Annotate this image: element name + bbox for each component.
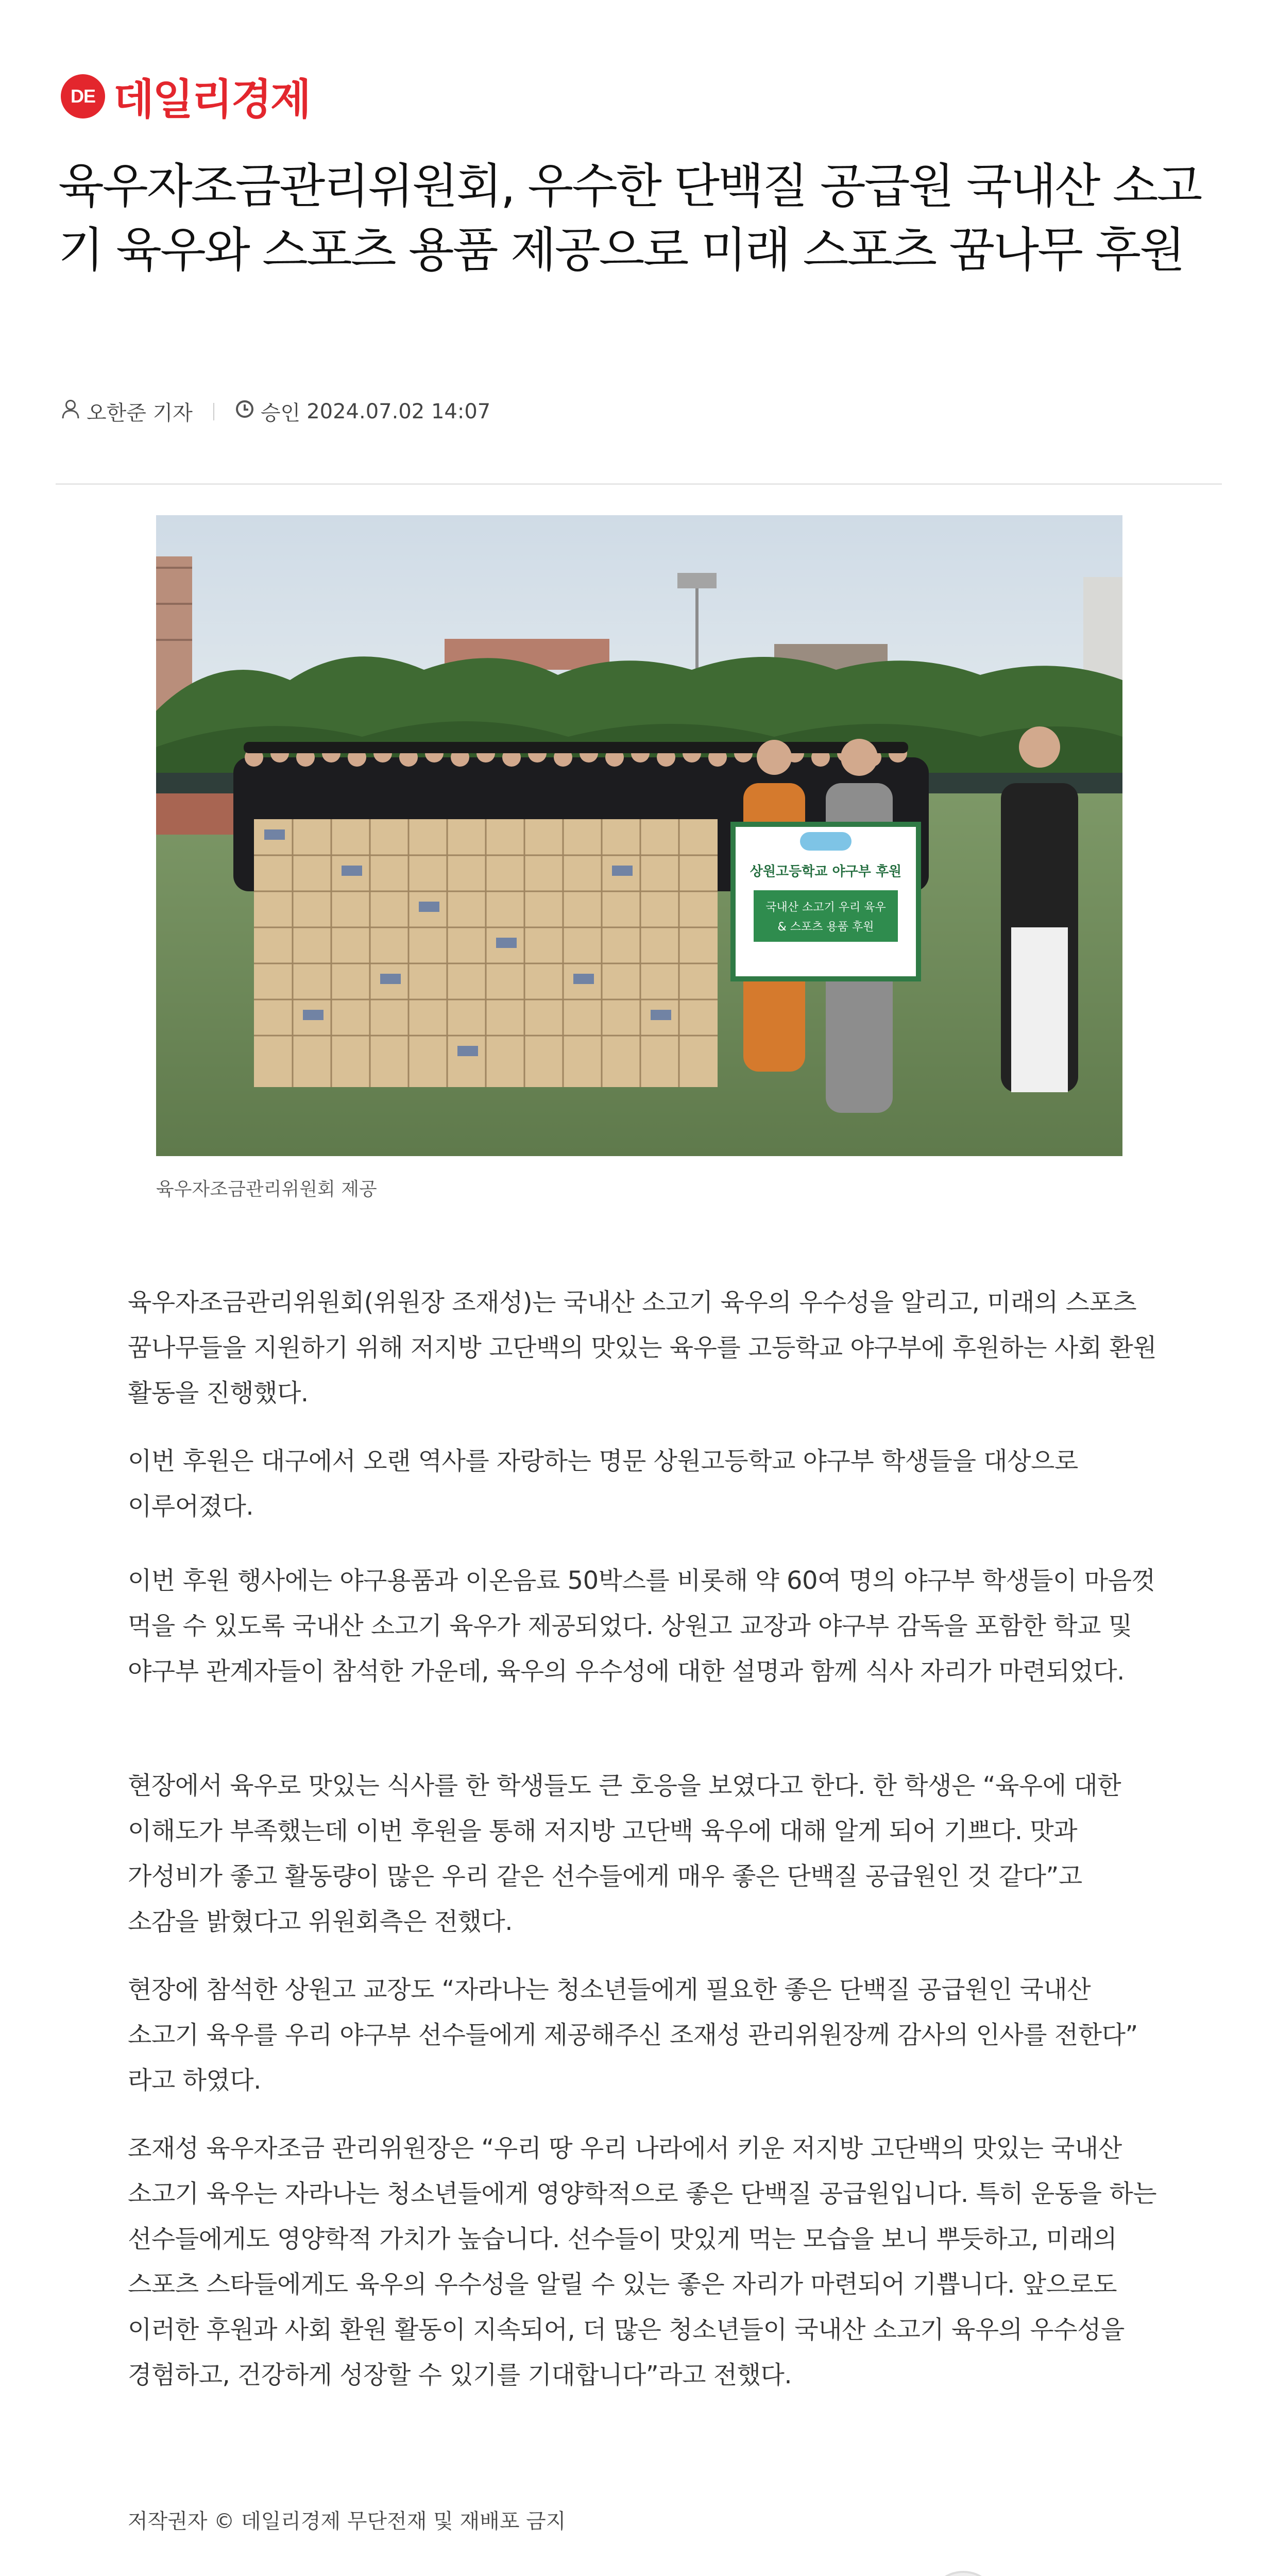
article-photo[interactable]	[156, 515, 1122, 1156]
sign-title: 상원고등학교 야구부 후원	[750, 864, 902, 879]
logo-wordmark: 데일리경제	[113, 75, 310, 124]
user-icon	[61, 399, 80, 425]
meta-divider	[213, 403, 214, 420]
article-paragraph-3: 이번 후원 행사에는 야구용품과 이온음료 50박스를 비롯해 약 60여 명의 야구부 학생들이 마음껏 먹을 수 있도록 국내산 소고기 육우가 제공되었다. 상원고 교장과 야구부 감독을 포함한 학교 및 야구부 관계자들이 참석한 가운데, 육우의 우수성에 대한 설명과 함께 식사 자리가 마련되었다.	[128, 1566, 1155, 1686]
event-photo-illustration	[156, 515, 1122, 1156]
header-divider	[56, 483, 1222, 485]
copyright-notice: 저작권자 © 데일리경제 무단전재 및 재배포 금지	[128, 2510, 566, 2533]
photo-caption: 육우자조금관리위원회 제공	[156, 1179, 377, 1200]
author-byline[interactable]	[927, 2571, 1151, 2576]
article-paragraph-6: 조재성 육우자조금 관리위원장은 “우리 땅 우리 나라에서 키운 저지방 고단백의 맛있는 국내산 소고기 육우는 자라나는 청소년들에게 영양학적으로 좋은 단백질 공급원입니다. 특히 운동을 하는 선수들에게도 영양학적 가치가 높습니다. 선수들이 맛있게 먹는 모습을 보니 뿌듯하고, 미래의 스포츠 스타들에게도 육우의 우수성을 알릴 수 있는 좋은 자리가 마련되어 기쁩니다. 앞으로도 이러한 후원과 사회 환원 활동이 지속되어, 더 많은 청소년들이 국내산 소고기 육우의 우수성을 경험하고, 건강하게 성장할 수 있기를 기대합니다”라고 전했다.	[128, 2134, 1157, 2389]
author-name[interactable]: 오한준 기자	[87, 401, 193, 425]
approved-label: 승인	[260, 401, 301, 425]
article-headline: 육우자조금관리위원회, 우수한 단백질 공급원 국내산 소고기 육우와 스포츠 용품 제공으로 미래 스포츠 꿈나무 후원	[58, 159, 1201, 278]
event-sign	[733, 824, 918, 979]
article-paragraph-2: 이번 후원은 대구에서 오랜 역사를 자랑하는 명문 상원고등학교 야구부 학생들을 대상으로 이루어졌다.	[128, 1447, 1078, 1521]
article-paragraph-5: 현장에 참석한 상원고 교장도 “자라나는 청소년들에게 필요한 좋은 단백질 공급원인 국내산 소고기 육우를 우리 야구부 선수들에게 제공해주신 조재성 관리위원장께 감사의 인사를 전한다” 라고 하였다.	[128, 1975, 1138, 2095]
article-paragraph-4: 현장에서 육우로 맛있는 식사를 한 학생들도 큰 호응을 보였다고 한다. 한 학생은 “육우에 대한 이해도가 부족했는데 이번 후원을 통해 저지방 고단백 육우에 대해 알게 되어 기쁘다. 맛과 가성비가 좋고 활동량이 많은 우리 같은 선수들에게 매우 좋은 단백질 공급원인 것 같다”고 소감을 밝혔다고 위원회측은 전했다.	[128, 1771, 1121, 1936]
site-logo[interactable]	[61, 66, 310, 126]
clock-icon	[235, 399, 254, 424]
article-paragraph-1: 육우자조금관리위원회(위원장 조재성)는 국내산 소고기 육우의 우수성을 알리고, 미래의 스포츠 꿈나무들을 지원하기 위해 저지방 고단백의 맛있는 육우를 고등학교 야구부에 후원하는 사회 환원 활동을 진행했다.	[128, 1288, 1157, 1408]
sign-line2: & 스포츠 용품 후원	[777, 921, 874, 934]
sign-line1: 국내산 소고기 우리 육우	[765, 901, 886, 914]
logo-badge: DE	[61, 74, 105, 118]
published-datetime: 2024.07.02 14:07	[307, 399, 491, 423]
article-meta	[61, 397, 490, 426]
avatar-placeholder-icon	[927, 2571, 999, 2576]
